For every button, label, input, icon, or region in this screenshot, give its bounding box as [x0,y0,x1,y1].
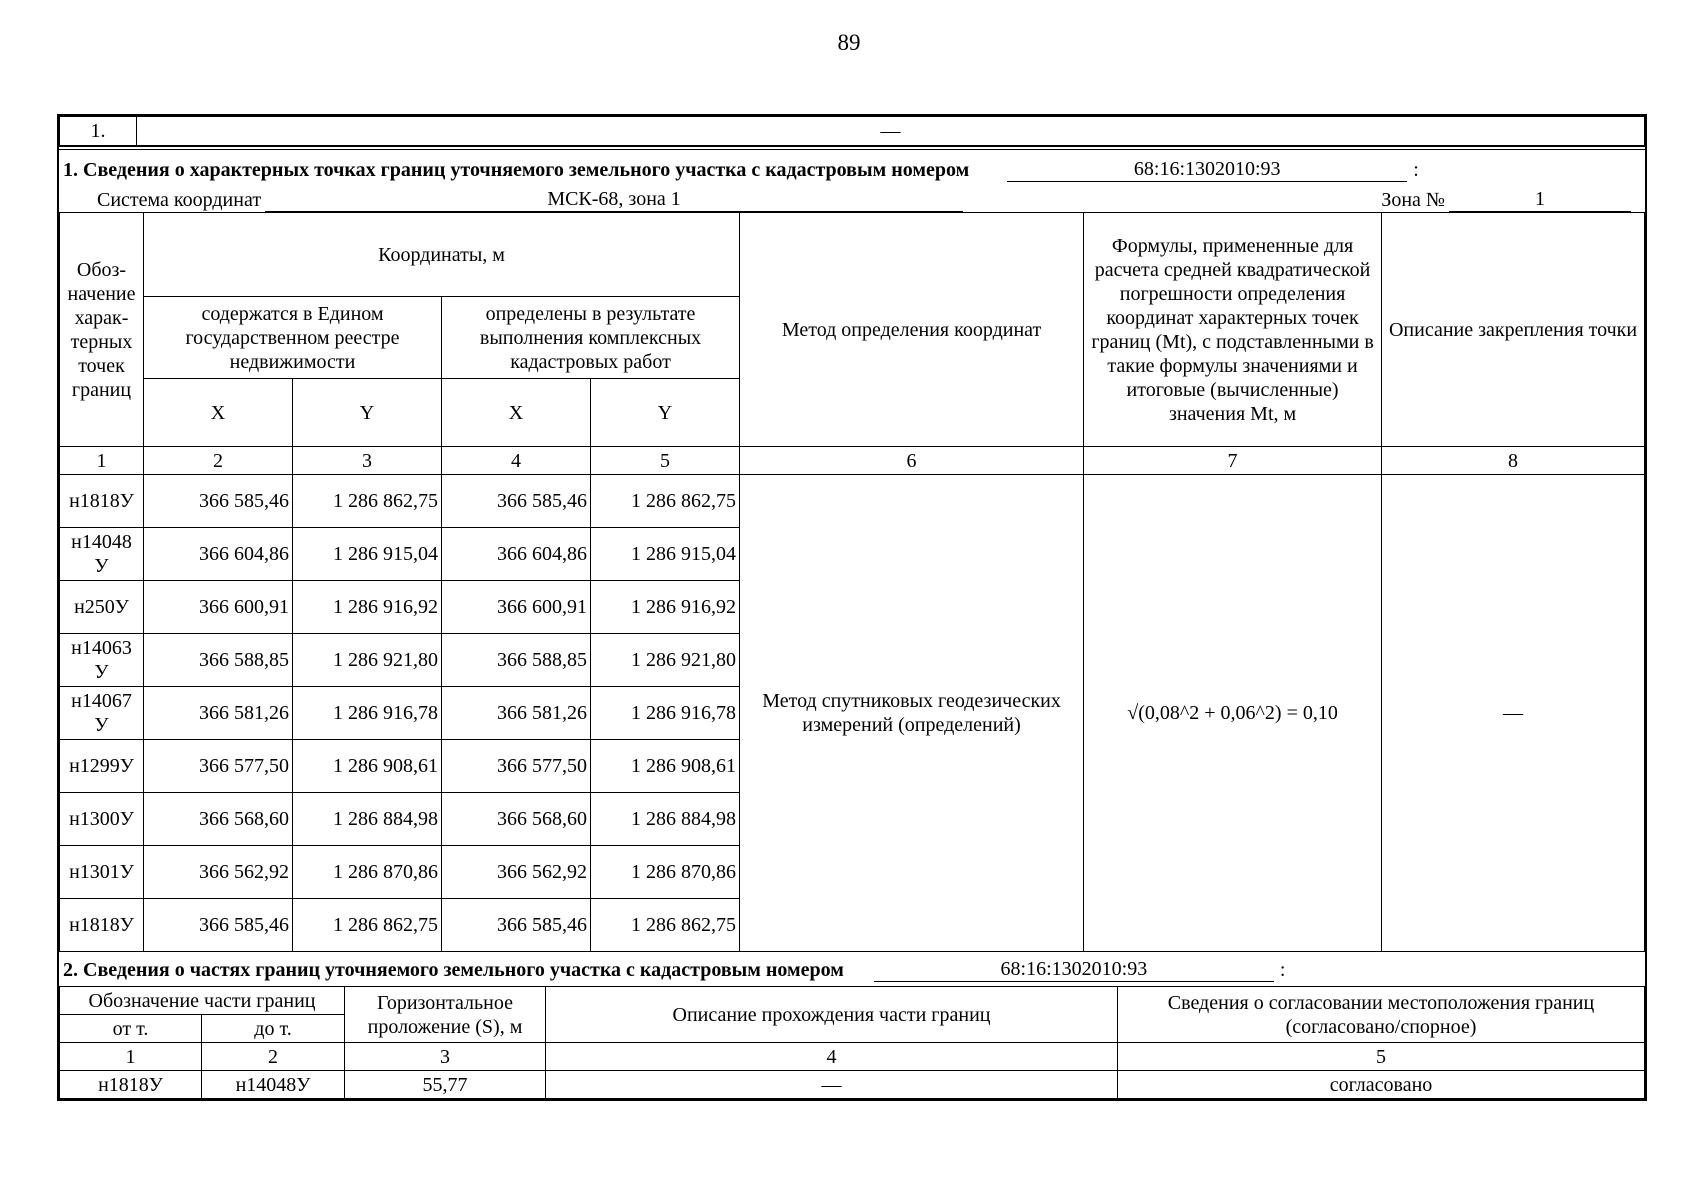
coord-x-complex: 366 604,86 [442,528,591,581]
coord-y-egrn: 1 286 921,80 [293,634,442,687]
col-number: 3 [293,447,442,475]
col-number: 2 [144,447,293,475]
col-number: 6 [740,447,1084,475]
col-number: 3 [345,1043,546,1071]
point-id: н250У [60,581,144,634]
col-number: 1 [60,447,144,475]
formula-value: √(0,08^2 + 0,06^2) = 0,10 [1084,475,1382,952]
coord-x-complex: 366 585,46 [442,475,591,528]
coord-x-complex: 366 562,92 [442,846,591,899]
coord-x-egrn: 366 585,46 [144,475,293,528]
point-id: н1818У [60,475,144,528]
coord-y-egrn: 1 286 916,78 [293,687,442,740]
coord-x-egrn: 366 568,60 [144,793,293,846]
col-number: 8 [1382,447,1645,475]
coord-y-complex: 1 286 862,75 [591,475,740,528]
header-formulas: Формулы, примененные для расчета средней квадратической погрешности определения координат характерных точек границ (Mt), с подставленными в такие формулы значениями и итоговые (вычисленные) значения Mt, м [1084,213,1382,447]
coord-x-egrn: 366 604,86 [144,528,293,581]
description-value: — [1382,475,1645,952]
header-complex-works: определены в результате выполнения комплексных кадастровых работ [442,297,740,379]
coord-y-complex: 1 286 862,75 [591,899,740,952]
header-part-designation: Обозначение части границ [60,987,345,1015]
zone-label: Зона № [1381,189,1445,211]
point-id: н1818У [60,899,144,952]
coord-system-value: МСК-68, зона 1 [265,188,963,212]
coord-x-egrn: 366 581,26 [144,687,293,740]
coord-y-complex: 1 286 916,78 [591,687,740,740]
header-horizontal-length: Горизонтальное проложение (S), м [345,987,546,1043]
header-egrn: содержатся в Едином государственном реестре недвижимости [144,297,442,379]
col-number: 1 [60,1043,202,1071]
points-table [59,212,1645,952]
point-id: н14048 У [60,528,144,581]
coord-y-egrn: 1 286 862,75 [293,475,442,528]
section2-colon: : [1279,959,1286,981]
col-number: 2 [202,1043,345,1071]
header-to: до т. [202,1015,345,1043]
part-description: — [546,1071,1118,1099]
top-row-table [59,116,1645,146]
col-number: 4 [546,1043,1118,1071]
method-value: Метод спутниковых геодезических измерений (определений) [740,475,1084,952]
coord-x-complex: 366 581,26 [442,687,591,740]
section2-header [59,952,1645,986]
parts-table [59,986,1645,1099]
col-number: 5 [591,447,740,475]
coord-x-complex: 366 588,85 [442,634,591,687]
header-y2: Y [591,379,740,447]
coord-x-complex: 366 600,91 [442,581,591,634]
page-number: 89 [837,30,861,55]
point-id: н1301У [60,846,144,899]
coord-y-complex: 1 286 884,98 [591,793,740,846]
point-id: н14067 У [60,687,144,740]
coord-y-complex: 1 286 916,92 [591,581,740,634]
header-coordinates: Координаты, м [144,213,740,297]
coord-y-egrn: 1 286 916,92 [293,581,442,634]
point-id: н1300У [60,793,144,846]
part-from: н1818У [60,1071,202,1099]
table-row [60,475,1645,528]
col-number: 7 [1084,447,1382,475]
coord-system-label: Система координат [97,189,262,211]
section2-title: 2. Сведения о частях границ уточняемого земельного участка с кадастровым номером [63,959,844,981]
coord-x-egrn: 366 585,46 [144,899,293,952]
header-from: от т. [60,1015,202,1043]
point-id: н14063 У [60,634,144,687]
part-length: 55,77 [345,1071,546,1099]
point-id: н1299У [60,740,144,793]
header-x2: X [442,379,591,447]
coord-x-egrn: 366 588,85 [144,634,293,687]
coord-x-egrn: 366 562,92 [144,846,293,899]
zone-value: 1 [1449,188,1631,212]
coord-y-complex: 1 286 915,04 [591,528,740,581]
section1-cadastral-number: 68:16:1302010:93 [1007,158,1407,182]
section1-header [59,146,1645,212]
header-x1: X [144,379,293,447]
header-y1: Y [293,379,442,447]
coord-y-egrn: 1 286 862,75 [293,899,442,952]
document-sheet [57,114,1647,1101]
coord-y-complex: 1 286 870,86 [591,846,740,899]
header-point-designation: Обоз-начение харак-терных точек границ [60,213,144,447]
coord-y-egrn: 1 286 884,98 [293,793,442,846]
coord-x-complex: 366 568,60 [442,793,591,846]
col-number: 5 [1118,1043,1645,1071]
coord-y-complex: 1 286 908,61 [591,740,740,793]
section2-cadastral-number: 68:16:1302010:93 [874,958,1274,982]
section1-colon: : [1413,159,1419,181]
part-agreement: согласовано [1118,1071,1645,1099]
coord-y-egrn: 1 286 908,61 [293,740,442,793]
coord-x-egrn: 366 600,91 [144,581,293,634]
coord-x-complex: 366 585,46 [442,899,591,952]
coord-x-complex: 366 577,50 [442,740,591,793]
top-row-index: 1. [60,117,137,146]
header-part-description: Описание прохождения части границ [546,987,1118,1043]
header-agreement: Сведения о согласовании местоположения границ (согласовано/спорное) [1118,987,1645,1043]
header-method: Метод определения координат [740,213,1084,447]
col-number: 4 [442,447,591,475]
section1-title: 1. Сведения о характерных точках границ уточняемого земельного участка с кадастровым номером [63,159,970,181]
coord-y-egrn: 1 286 915,04 [293,528,442,581]
coord-y-complex: 1 286 921,80 [591,634,740,687]
part-to: н14048У [202,1071,345,1099]
coord-x-egrn: 366 577,50 [144,740,293,793]
table-row [60,1071,1645,1099]
header-description: Описание закрепления точки [1382,213,1645,447]
top-row-value: — [137,117,1645,146]
coord-y-egrn: 1 286 870,86 [293,846,442,899]
